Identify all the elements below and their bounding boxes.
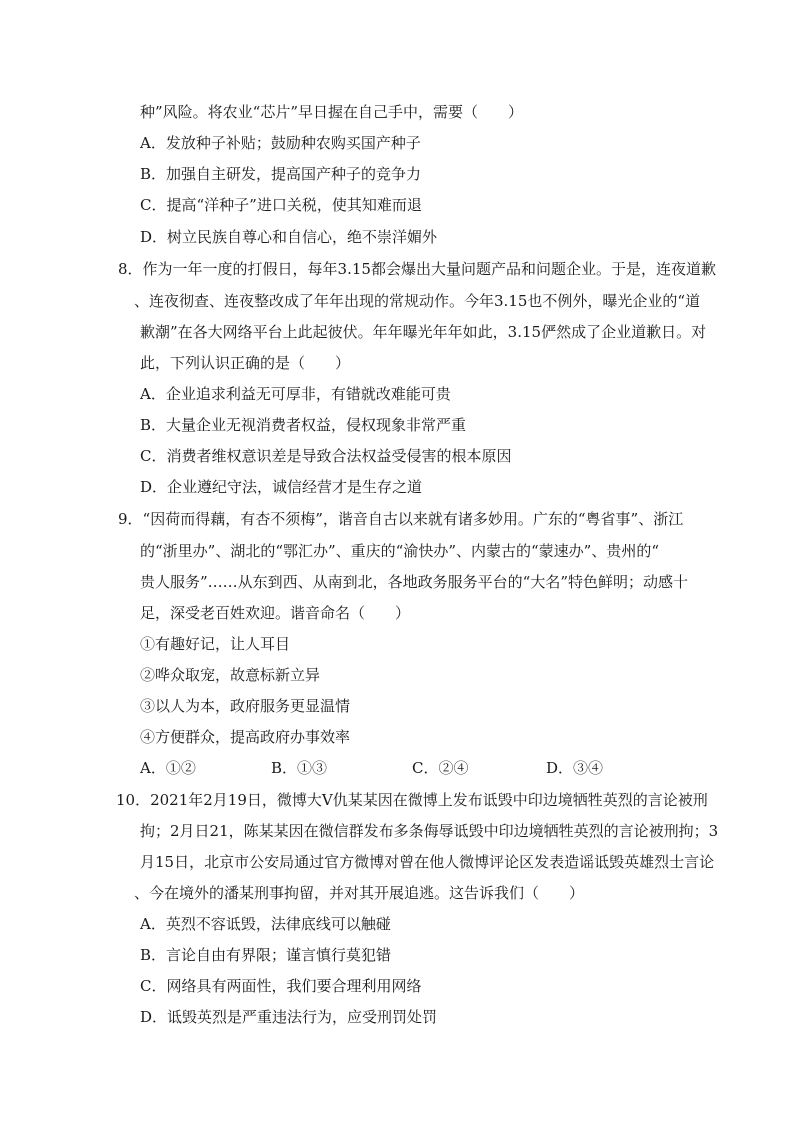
q9-stem-line-3: 贵人服务”……从东到西、从南到北，各地政务服务平台的“大名”特色鲜明；动感十 [140,573,689,591]
q10-stem-line-3: 月15日，北京市公安局通过官方微博对曾在他人微博评论区发表造谣诋毁英雄烈士言论 [140,853,715,871]
q9-choice-d: D．③④ [546,759,604,777]
q9-choice-b: B．①③ [271,759,328,777]
q7-option-a: A．发放种子补贴；鼓励种农购买国产种子 [140,134,421,152]
q8-stem-line-4: 此，下列认识正确的是（ ） [140,354,351,372]
q10-option-a: A．英烈不容诋毁，法律底线可以触碰 [140,915,391,933]
q10-stem-line-1: 10．2021年2月19日，微博大V仇某某因在微博上发布诋毁中印边境牺牲英烈的言论被刑 [116,791,708,809]
q8-option-b: B．大量企业无视消费者权益，侵权现象非常严重 [140,416,467,434]
q10-option-c: C．网络具有两面性，我们要合理利用网络 [140,977,422,995]
q10-stem-line-4: 、今在境外的潘某刑事拘留，并对其开展追逃。这告诉我们（ ） [134,884,585,902]
q9-stem-line-4: 足，深受老百姓欢迎。谐音命名（ ） [140,604,411,622]
q8-stem-line-3: 歉潮”在各大网络平台上此起彼伏。年年曝光年年如此，3.15俨然成了企业道歉日。对 [140,323,707,341]
q10-option-b: B．言论自由有界限；谨言慎行莫犯错 [140,946,392,964]
q7-option-c: C．提高“洋种子”进口关税，使其知难而退 [140,196,422,214]
q8-option-c: C．消费者维权意识差是导致合法权益受侵害的根本原因 [140,447,512,465]
q7-stem-tail: 种”风险。将农业“芯片”早日握在自己手中，需要（ ） [140,103,524,121]
q7-option-b: B．加强自主研发，提高国产种子的竞争力 [140,165,422,183]
q9-stem-line-1: 9．“因荷而得藕，有杏不须梅”，谐音自古以来就有诸多妙用。广东的“粤省事”、浙江 [118,510,684,528]
q9-item-1: ①有趣好记，让人耳目 [140,635,291,653]
q8-stem-line-1: 8．作为一年一度的打假日，每年3.15都会爆出大量问题产品和问题企业。于是，连夜道歉 [118,260,716,278]
q8-option-a: A．企业追求利益无可厚非，有错就改难能可贵 [140,385,451,403]
q10-stem-line-2: 拘；2月日21，陈某某因在微信群发布多条侮辱诋毁中印边境牺牲英烈的言论被刑拘；3 [140,822,719,840]
q8-option-d: D．企业遵纪守法，诚信经营才是生存之道 [140,478,423,496]
q9-choice-c: C．②④ [412,759,469,777]
q9-item-3: ③以人为本，政府服务更显温情 [140,697,351,715]
q7-option-d: D．树立民族自尊心和自信心，绝不崇洋媚外 [140,228,438,246]
q8-stem-line-2: 、连夜彻查、连夜整改成了年年出现的常规动作。今年3.15也不例外，曝光企业的“道 [134,292,701,310]
q10-option-d: D．诋毁英烈是严重违法行为，应受刑罚处罚 [140,1008,438,1026]
q9-choice-a: A．①② [140,759,196,777]
q9-item-2: ②哗众取宠，故意标新立异 [140,666,321,684]
q9-stem-line-2: 的“浙里办”、湖北的“鄂汇办”、重庆的“渝快办”、内蒙古的“蒙速办”、贵州的“ [140,542,660,560]
q9-item-4: ④方便群众，提高政府办事效率 [140,728,351,746]
